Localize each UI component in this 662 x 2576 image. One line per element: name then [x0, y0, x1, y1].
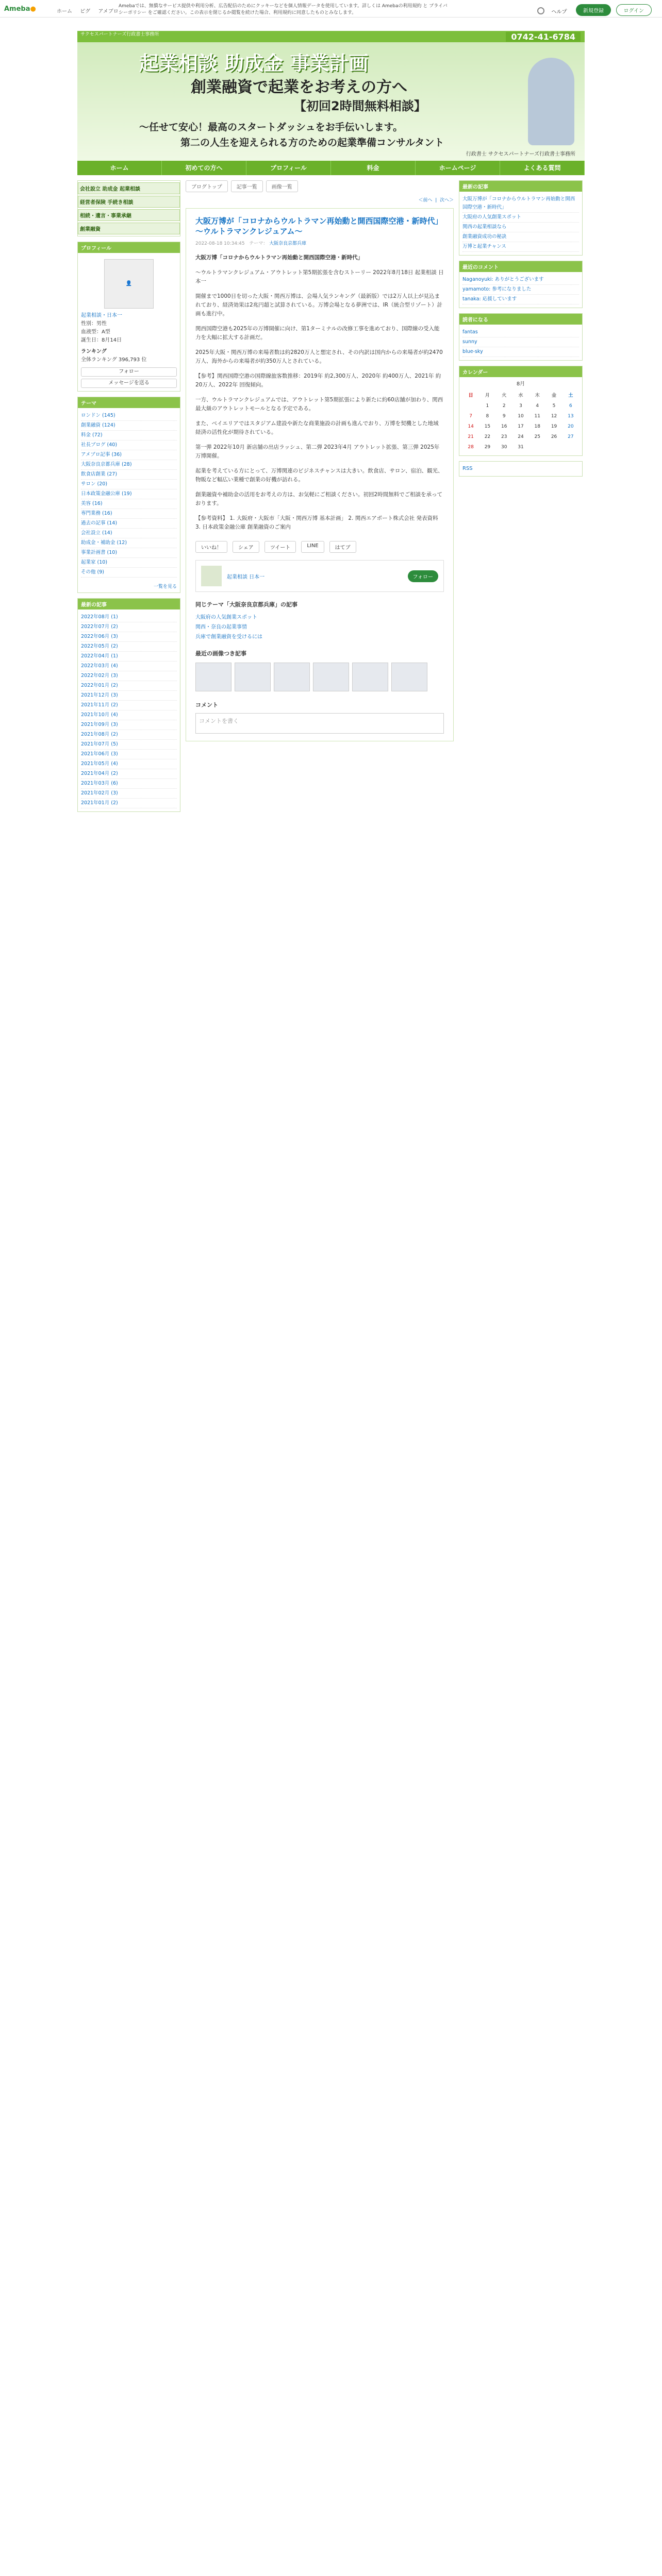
follow-button[interactable]: フォロー [81, 367, 177, 377]
calendar-day[interactable]: 21 [468, 434, 474, 439]
theme-item[interactable]: サロン (20) [81, 480, 177, 489]
share-row [195, 541, 444, 553]
theme-item[interactable]: 社長ブログ (40) [81, 440, 177, 450]
banner-lead-1: ～任せて安心！最高のスタートダッシュをお手伝いします。 [139, 122, 403, 133]
calendar-day[interactable]: 28 [468, 445, 474, 450]
banner-site-name: サクセスパートナーズ行政書士事務所 [80, 32, 159, 37]
calendar-weekday: 日 [468, 393, 473, 398]
cookie-notice: Amebaでは、無償なサービス提供や利用分析、広告配信のためにクッキーなどを個人情報データを使用しています。詳しくは Amebaの利用規約 と プライバシーポリシー をご確認ください。この表示を閉じるか閲覧を続けた場合、利用規約に同意したものとみなします。 [119, 4, 448, 15]
archive-title: 最新の記事 [78, 599, 180, 609]
reader-item[interactable]: blue-sky [462, 347, 579, 357]
calendar-weekday: 水 [518, 393, 523, 398]
article-paragraph: 起業を考えている方にとって、万博関連のビジネスチャンスは大きい。飲食店、サロン、宿泊、観光、物販など幅広い業種で創業の好機が訪れる。 [195, 468, 443, 483]
calendar-day [529, 442, 545, 452]
register-button[interactable]: 新規登録 [576, 4, 611, 16]
image-list-button[interactable]: 画像一覧 [266, 180, 298, 192]
archive-item[interactable]: 2022年06月 (3) [81, 632, 177, 642]
left-sidebar [77, 180, 180, 817]
calendar-day [462, 401, 479, 411]
related-item[interactable]: 関西・奈良の起業事情 [195, 624, 247, 630]
banner-lead-2: 第二の人生を迎えられる方のための起業準備コンサルタント [180, 137, 444, 148]
calendar-weekday: 金 [552, 393, 557, 398]
article-paragraph: また、ベイエリアではスタジアム建設や新たな商業施設の計画も進んでおり、万博を契機とした地域経済の活性化が期待されている。 [195, 420, 439, 435]
calendar-day[interactable]: 26 [551, 434, 557, 439]
comment-input[interactable]: コメントを書く [195, 713, 444, 734]
article-date: 2022-08-18 10:34:45 [195, 241, 245, 246]
archive-item[interactable]: 2022年01月 (2) [81, 681, 177, 691]
banner-nav-homepage[interactable]: ホームページ [416, 161, 500, 175]
nav-ameblo[interactable]: アメブロ [98, 9, 119, 14]
blog-top-button[interactable]: ブログトップ [186, 180, 228, 192]
tweet-button[interactable]: ツイート [264, 541, 296, 553]
archive-item[interactable]: 2021年11月 (2) [81, 701, 177, 710]
archive-item[interactable]: 2021年04月 (2) [81, 769, 177, 779]
blog-nav-buttons [186, 180, 454, 192]
latest-item[interactable]: 万博と起業チャンス [462, 242, 579, 252]
calendar-day[interactable]: 2 [502, 403, 506, 409]
theme-more-link[interactable]: 一覧を見る [153, 584, 177, 589]
calendar-day[interactable]: 16 [501, 424, 507, 429]
article-theme-link[interactable]: 大阪奈良京都兵庫 [269, 241, 307, 246]
article-theme-label: テーマ： [249, 241, 268, 246]
theme-item[interactable]: 大阪奈良京都兵庫 (28) [81, 460, 177, 470]
calendar-day[interactable]: 30 [501, 445, 507, 450]
banner-sub-text: 創業融資で起業をお考えの方へ [191, 78, 407, 96]
banner-company: 行政書士 サクセスパートナーズ行政書士事務所 [466, 151, 575, 157]
theme-item[interactable]: アメブロ記事 (36) [81, 450, 177, 460]
banner-nav-home[interactable]: ホーム [77, 161, 162, 175]
article-paragraph: 第一弾 2022年10月 新店舗の出店ラッシュ、第二弾 2023年4月 アウトレット拡張、第三弾 2025年 万博開催。 [195, 444, 440, 459]
banner-nav [77, 161, 585, 175]
banner-main-text: 起業相談 助成金 事業計画 [139, 52, 369, 75]
article-paragraph: 関西国際空港も2025年の万博開催に向け、第1ターミナルの改修工事を進めており、国際線の受入能力を大幅に拡大する計画だ。 [195, 326, 440, 341]
archive-item[interactable]: 2022年08月 (1) [81, 613, 177, 622]
archive-item[interactable]: 2021年12月 (3) [81, 691, 177, 701]
search-icon[interactable] [537, 7, 544, 14]
calendar-day[interactable]: 1 [486, 403, 489, 409]
service-link-insurance[interactable]: 経営者保険 手続き相談 [78, 196, 180, 208]
related-item[interactable]: 大阪府の人気創業スポット [195, 615, 257, 620]
main-content [186, 180, 454, 741]
recent-comments-list [459, 272, 582, 308]
line-button[interactable]: LINE [301, 541, 324, 553]
rss-link[interactable]: RSS [462, 466, 473, 471]
calendar-weekday: 土 [568, 393, 573, 398]
archive-item[interactable]: 2022年03月 (4) [81, 662, 177, 671]
calendar-day[interactable]: 18 [534, 424, 540, 429]
calendar-day [562, 442, 579, 452]
archive-item[interactable]: 2022年07月 (2) [81, 622, 177, 632]
latest-item[interactable]: 創業融資成功の秘訣 [462, 232, 579, 242]
calendar-month: 8月 [516, 381, 525, 387]
calendar-table [462, 391, 579, 452]
entry-list-button[interactable]: 記事一覧 [231, 180, 263, 192]
thumbnail[interactable] [274, 663, 310, 691]
service-link-loan[interactable]: 創業融資 [78, 223, 180, 234]
article-paragraph: 大阪万博「コロナからウルトラマン再始動と開西国際空港・新時代」 [195, 255, 363, 261]
calendar-title: カレンダー [459, 366, 582, 377]
header-actions [537, 4, 652, 16]
latest-title: 最新の記事 [459, 181, 582, 192]
article-title[interactable]: 大阪万博が「コロナからウルトラマン再始動と開西国際空港・新時代」 ～ウルトラマンクレジュアム～ [195, 216, 443, 236]
banner-nav-profile[interactable]: プロフィール [246, 161, 331, 175]
archive-item[interactable]: 2021年03月 (6) [81, 779, 177, 789]
theme-item[interactable]: 過去の記事 (14) [81, 519, 177, 529]
calendar-box [459, 366, 583, 456]
recent-comment-item[interactable]: tanaka: 応援しています [462, 295, 579, 304]
theme-item[interactable]: 会社設立 (14) [81, 529, 177, 538]
archive-item[interactable]: 2021年06月 (3) [81, 750, 177, 759]
service-link-company[interactable]: 会社設立 助成金 起業相談 [78, 182, 180, 194]
banner-nav-price[interactable]: 料金 [331, 161, 416, 175]
article-paragraph: 【参考】関西国際空港の国際線旅客数推移：2019年 約2,300万人、2020年 約400万人、2021年 約20万人、2022年 回復傾向。 [195, 373, 441, 388]
archive-item[interactable]: 2022年02月 (3) [81, 671, 177, 681]
article-paragraph: 開催まで1000日を切った大阪・関西万博は、会場人気ランキング（最新版）では2万人以上が見込まれており、経済効果は2兆円超と試算されている。万博会場となる夢洲では、IR（統合型リゾート）計画も進行中。 [195, 293, 443, 317]
profile-line: 血液型：A型 [81, 329, 110, 335]
comments-section [195, 701, 444, 734]
global-header [0, 0, 662, 18]
calendar-day[interactable]: 4 [536, 403, 539, 409]
nav-home[interactable]: ホーム [57, 9, 72, 14]
share-button[interactable]: シェア [233, 541, 259, 553]
theme-item[interactable]: その他 (9) [81, 568, 177, 578]
calendar-weekday: 火 [502, 393, 507, 398]
calendar-day[interactable]: 27 [568, 434, 574, 439]
right-sidebar [459, 180, 583, 482]
author-name[interactable]: 起業相談 日本一 [227, 574, 265, 580]
theme-item[interactable]: 助成金・補助金 (12) [81, 538, 177, 548]
theme-list [78, 408, 180, 581]
calendar-day[interactable]: 29 [484, 445, 491, 450]
calendar-day[interactable]: 19 [551, 424, 557, 429]
calendar-day[interactable]: 13 [568, 414, 574, 419]
images-title: 最近の画像つき記事 [195, 650, 246, 657]
archive-item[interactable]: 2021年08月 (2) [81, 730, 177, 740]
ranking-label: ランキング [81, 349, 107, 354]
archive-item[interactable]: 2021年05月 (4) [81, 759, 177, 769]
calendar-day[interactable]: 5 [552, 403, 556, 409]
blog-banner [77, 31, 585, 175]
profile-line: 誕生日：8月14日 [81, 337, 122, 343]
theme-item[interactable]: ロンドン (145) [81, 411, 177, 421]
banner-nav-first-time[interactable]: 初めての方へ [162, 161, 246, 175]
calendar-day[interactable]: 22 [484, 434, 491, 439]
comments-box [459, 261, 583, 308]
archive-list [78, 609, 180, 811]
archive-item[interactable]: 2022年05月 (2) [81, 642, 177, 652]
calendar-day[interactable]: 6 [569, 403, 572, 409]
login-button[interactable]: ログイン [616, 4, 652, 16]
article-paragraph: 【参考資料】 1. 大阪府・大阪市「大阪・関西万博 基本計画」 2. 関西エアポート株式会社 発表資料 3. 日本政策金融公庫 創業融資のご案内 [195, 515, 438, 530]
related-articles [195, 600, 444, 641]
calendar-day[interactable]: 7 [469, 414, 472, 419]
calendar-day[interactable]: 31 [518, 445, 524, 450]
article [186, 208, 454, 741]
article-paragraph: 一方、ウルトラマンクレジュアムでは、アウトレット第5期拡張により新たに約60店舗が加わり、関西最大級のアウトレットモールとなる予定である。 [195, 397, 443, 412]
calendar-day[interactable]: 24 [518, 434, 524, 439]
service-links [77, 180, 180, 236]
article-meta [195, 240, 444, 246]
calendar-day[interactable]: 9 [502, 414, 506, 419]
calendar-day[interactable]: 17 [518, 424, 524, 429]
archive-item[interactable]: 2021年10月 (4) [81, 710, 177, 720]
theme-item[interactable]: 事業計画書 (10) [81, 548, 177, 558]
banner-body [77, 42, 585, 161]
calendar-day[interactable]: 3 [519, 403, 522, 409]
calendar-day[interactable]: 11 [534, 414, 540, 419]
archive-item[interactable]: 2021年07月 (5) [81, 740, 177, 750]
calendar-weekday: 木 [535, 393, 540, 398]
hatebu-button[interactable]: はてブ [329, 541, 356, 553]
banner-topbar [77, 31, 585, 42]
help-link[interactable]: ヘルプ [551, 9, 567, 15]
ranking-value: 全体ランキング 396,793 位 [81, 357, 147, 363]
theme-item[interactable]: 起業家 (10) [81, 558, 177, 568]
pager: ＜前へ | 次へ＞ [418, 198, 454, 203]
message-button[interactable]: メッセージを送る [81, 379, 177, 388]
archive-item[interactable]: 2021年01月 (2) [81, 799, 177, 808]
theme-title: テーマ [78, 397, 180, 408]
archive-item[interactable]: 2021年02月 (3) [81, 789, 177, 799]
pager-prev[interactable]: ＜前へ [418, 198, 433, 203]
calendar-day[interactable]: 25 [534, 434, 540, 439]
theme-item[interactable]: 美容 (16) [81, 499, 177, 509]
theme-box [77, 397, 180, 593]
readers-box [459, 313, 583, 361]
banner-offer: 【初回2時間無料相談】 [294, 99, 426, 113]
archive-item[interactable]: 2021年09月 (3) [81, 720, 177, 730]
service-link-inheritance[interactable]: 相続・遺言・事業承継 [78, 209, 180, 221]
profile-title: プロフィール [78, 242, 180, 253]
banner-phone: 0742-41-6784 [506, 32, 581, 42]
author-follow-button[interactable]: フォロー [408, 570, 439, 582]
reader-item[interactable]: sunny [462, 337, 579, 347]
thumbnail[interactable] [195, 663, 231, 691]
calendar-day[interactable]: 20 [568, 424, 574, 429]
rss-box [459, 461, 583, 477]
banner-nav-faq[interactable]: よくある質問 [500, 161, 585, 175]
recent-comment-item[interactable]: yamamoto: 参考になりました [462, 285, 579, 295]
latest-item[interactable]: 大阪府の人気創業スポット [462, 213, 579, 223]
calendar-day[interactable]: 14 [468, 424, 474, 429]
recent-comments-title: 最近のコメント [459, 261, 582, 272]
thumbnail[interactable] [235, 663, 271, 691]
banner-person-image [528, 58, 574, 145]
thumbnail[interactable] [391, 663, 427, 691]
profile-name[interactable]: 起業相談・日本一 [81, 313, 122, 318]
archive-box [77, 598, 180, 812]
theme-item[interactable]: 専門業務 (16) [81, 509, 177, 519]
latest-box [459, 180, 583, 256]
like-button[interactable]: いいね！ [195, 541, 227, 553]
calendar-day [545, 442, 562, 452]
profile-avatar[interactable]: 👤 [104, 259, 154, 309]
ameba-logo[interactable]: Ameba● [4, 5, 36, 13]
article-paragraph: 2025年大阪・関西万博の来場者数は約2820万人と想定され、その内訳は国内からの来場者が約2470万人、海外からの来場者が約350万人とされている。 [195, 349, 443, 364]
readers-title: 読者になる [459, 314, 582, 325]
image-articles [195, 649, 444, 692]
calendar-weekday: 月 [485, 393, 490, 398]
pager-next[interactable]: 次へ＞ [439, 198, 454, 203]
recent-comment-item[interactable]: Naganoyuki: ありがとうございます [462, 275, 579, 285]
theme-item[interactable]: 飲食店創業 (27) [81, 470, 177, 480]
readers-list [459, 325, 582, 360]
profile-box [77, 242, 180, 392]
article-body [195, 253, 444, 532]
related-item[interactable]: 兵庫で創業融資を受けるには [195, 634, 262, 640]
thumbnail[interactable] [313, 663, 349, 691]
latest-list [459, 192, 582, 255]
nav-pigg[interactable]: ピグ [80, 9, 91, 14]
theme-item[interactable]: 料金 (72) [81, 431, 177, 440]
theme-item[interactable]: 日本政策金融公庫 (19) [81, 489, 177, 499]
article-paragraph: 創業融資や補助金の活用をお考えの方は、お気軽にご相談ください。初回2時間無料でご相談を承っております。 [195, 492, 443, 506]
calendar-day[interactable]: 23 [501, 434, 507, 439]
calendar-day[interactable]: 10 [518, 414, 524, 419]
global-nav [57, 7, 125, 14]
profile-line: 性別：男性 [81, 321, 107, 327]
archive-item[interactable]: 2022年04月 (1) [81, 652, 177, 662]
author-avatar[interactable] [201, 566, 222, 586]
theme-item[interactable]: 創業融資 (124) [81, 421, 177, 431]
thumbnail[interactable] [352, 663, 388, 691]
related-title: 同じテーマ「大阪奈良京都兵庫」の記事 [195, 601, 297, 608]
follow-box [195, 560, 444, 592]
article-paragraph: ～ウルトラマンクレジュアム・アウトレット第5期拡張を含むストーリー 2022年8月18日 起業相談 日本一 [195, 269, 444, 284]
latest-item[interactable]: 関西の起業相談なら [462, 223, 579, 232]
calendar-day[interactable]: 8 [486, 414, 489, 419]
calendar-day[interactable]: 12 [551, 414, 557, 419]
comments-title: コメント [195, 702, 218, 708]
thumb-row [195, 662, 444, 692]
reader-item[interactable]: fantas [462, 328, 579, 337]
latest-item[interactable]: 大阪万博が「コロナからウルトラマン再始動と開西国際空港・新時代」 [462, 195, 579, 213]
calendar-day[interactable]: 15 [484, 424, 491, 429]
